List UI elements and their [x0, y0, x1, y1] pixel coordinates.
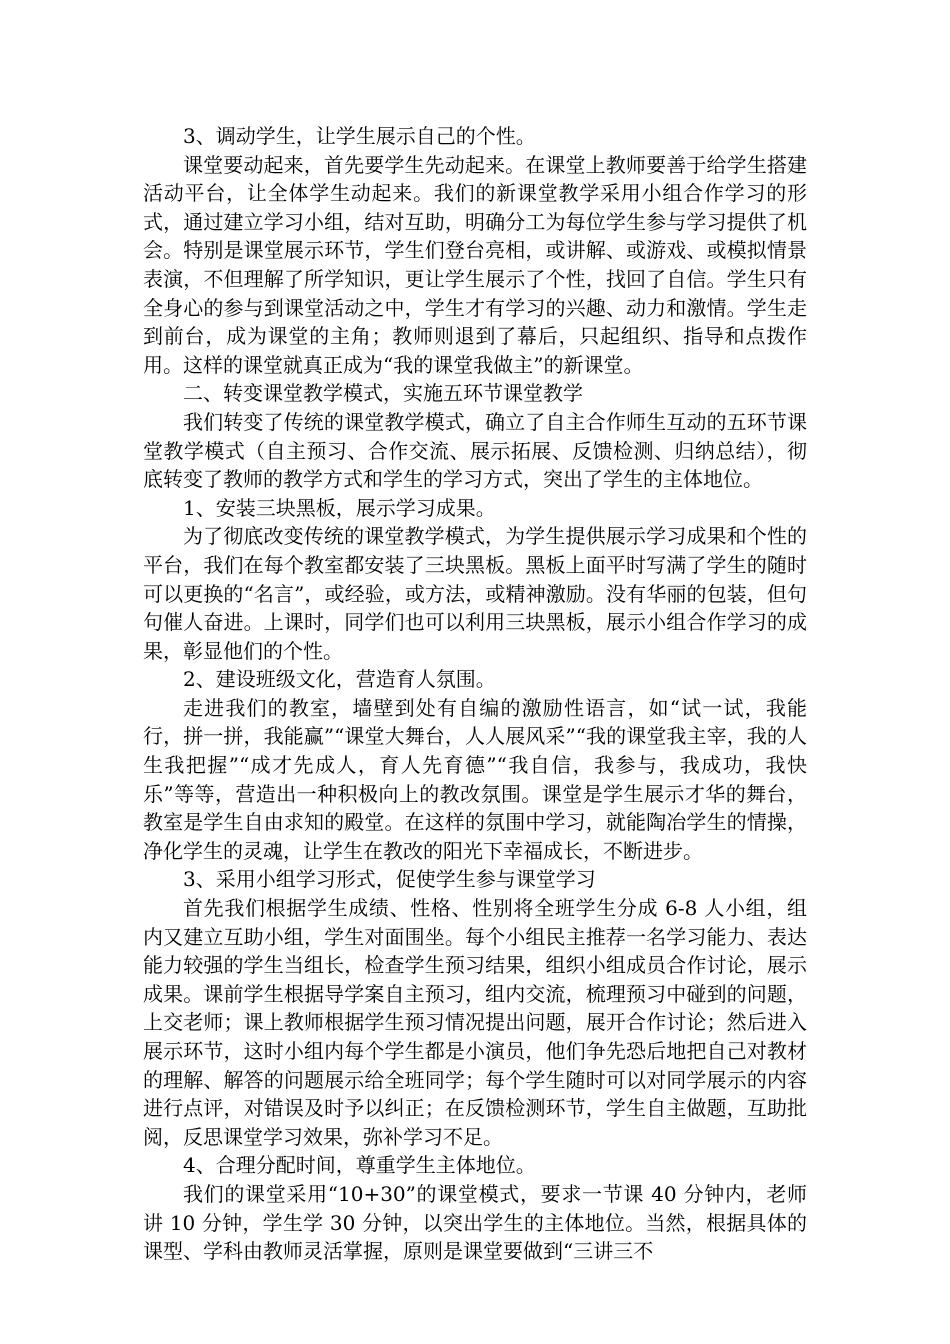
- paragraph: 首先我们根据学生成绩、性格、性别将全班学生分成 6-8 人小组，组内又建立互助小组，学生对面围坐。每个小组民主推荐一名学习能力、表达能力较强的学生当组长，检查学生预习结果，组织小组成员合作讨论，展示成果。课前学生根据导学案自主预习，组内交流，梳理预习中碰到的问题，上交老师；课上教师根据学生预习情况提出问题，展开合作讨论；然后进入展示环节，这时小组内每个学生都是小演员，他们争先恐后地把自己对教材的理解、解答的问题展示给全班同学；每个学生随时可以对同学展示的内容进行点评，对错误及时予以纠正；在反馈检测环节，学生自主做题，互助批阅，反思课堂学习效果，弥补学习不足。: [143, 896, 807, 1149]
- paragraph: 我们的课堂采用“10+30”的课堂模式，要求一节课 40 分钟内，老师讲 10 分钟，学生学 30 分钟，以突出学生的主体地位。当然，根据具体的课型、学科由教师灵活掌握，原则是课堂要做到“三讲三不: [143, 1181, 807, 1264]
- paragraph: 走进我们的教室，墙壁到处有自编的激励性语言，如“试一试，我能行，拼一拼，我能赢”“课堂大舞台，人人展风采”“我的课堂我主宰，我的人生我把握”“成才先成人，育人先育德”“我自信，我参与，我成功，我快乐”等等，营造出一种积极向上的教改氛围。课堂是学生展示才华的舞台，教室是学生自由求知的殿堂。在这样的氛围中学习，就能陶冶学生的情操，净化学生的灵魂，让学生在教改的阳光下幸福成长，不断进步。: [143, 695, 807, 863]
- document-body: [143, 122, 807, 1266]
- paragraph: 3、采用小组学习形式，促使学生参与课堂学习: [183, 867, 596, 892]
- paragraph: 为了彻底改变传统的课堂教学模式，为学生提供展示学习成果和个性的平台，我们在每个教室都安装了三块黑板。黑板上面平时写满了学生的随时可以更换的“名言”，或经验，或方法，或精神激励。没有华丽的包装，但句句催人奋进。上课时，同学们也可以利用三块黑板，展示小组合作学习的成果，彰显他们的个性。: [143, 524, 807, 663]
- paragraph: 1、安装三块黑板，展示学习成果。: [183, 495, 496, 520]
- paragraph: 2、建设班级文化，营造育人氛围。: [183, 667, 496, 692]
- paragraph: 二、转变课堂教学模式，实施五环节课堂教学: [183, 381, 583, 406]
- paragraph: 4、合理分配时间，尊重学生主体地位。: [183, 1153, 536, 1178]
- paragraph: 我们转变了传统的课堂教学模式，确立了自主合作师生互动的五环节课堂教学模式（自主预习、合作交流、展示拓展、反馈检测、归纳总结），彻底转变了教师的教学方式和学生的学习方式，突出了学生的主体地位。: [143, 409, 807, 492]
- paragraph: 3、调动学生，让学生展示自己的个性。: [183, 124, 536, 148]
- paragraph: 课堂要动起来，首先要学生先动起来。在课堂上教师要善于给学生搭建活动平台，让全体学生动起来。我们的新课堂教学采用小组合作学习的形式，通过建立学习小组，结对互助，明确分工为每位学生参与学习提供了机会。特别是课堂展示环节，学生们登台亮相，或讲解、或游戏、或模拟情景表演，不但理解了所学知识，更让学生展示了个性，找回了自信。学生只有全身心的参与到课堂活动之中，学生才有学习的兴趣、动力和激情。学生走到前台，成为课堂的主角；教师则退到了幕后，只起组织、指导和点拨作用。这样的课堂就真正成为“我的课堂我做主”的新课堂。: [143, 152, 807, 377]
